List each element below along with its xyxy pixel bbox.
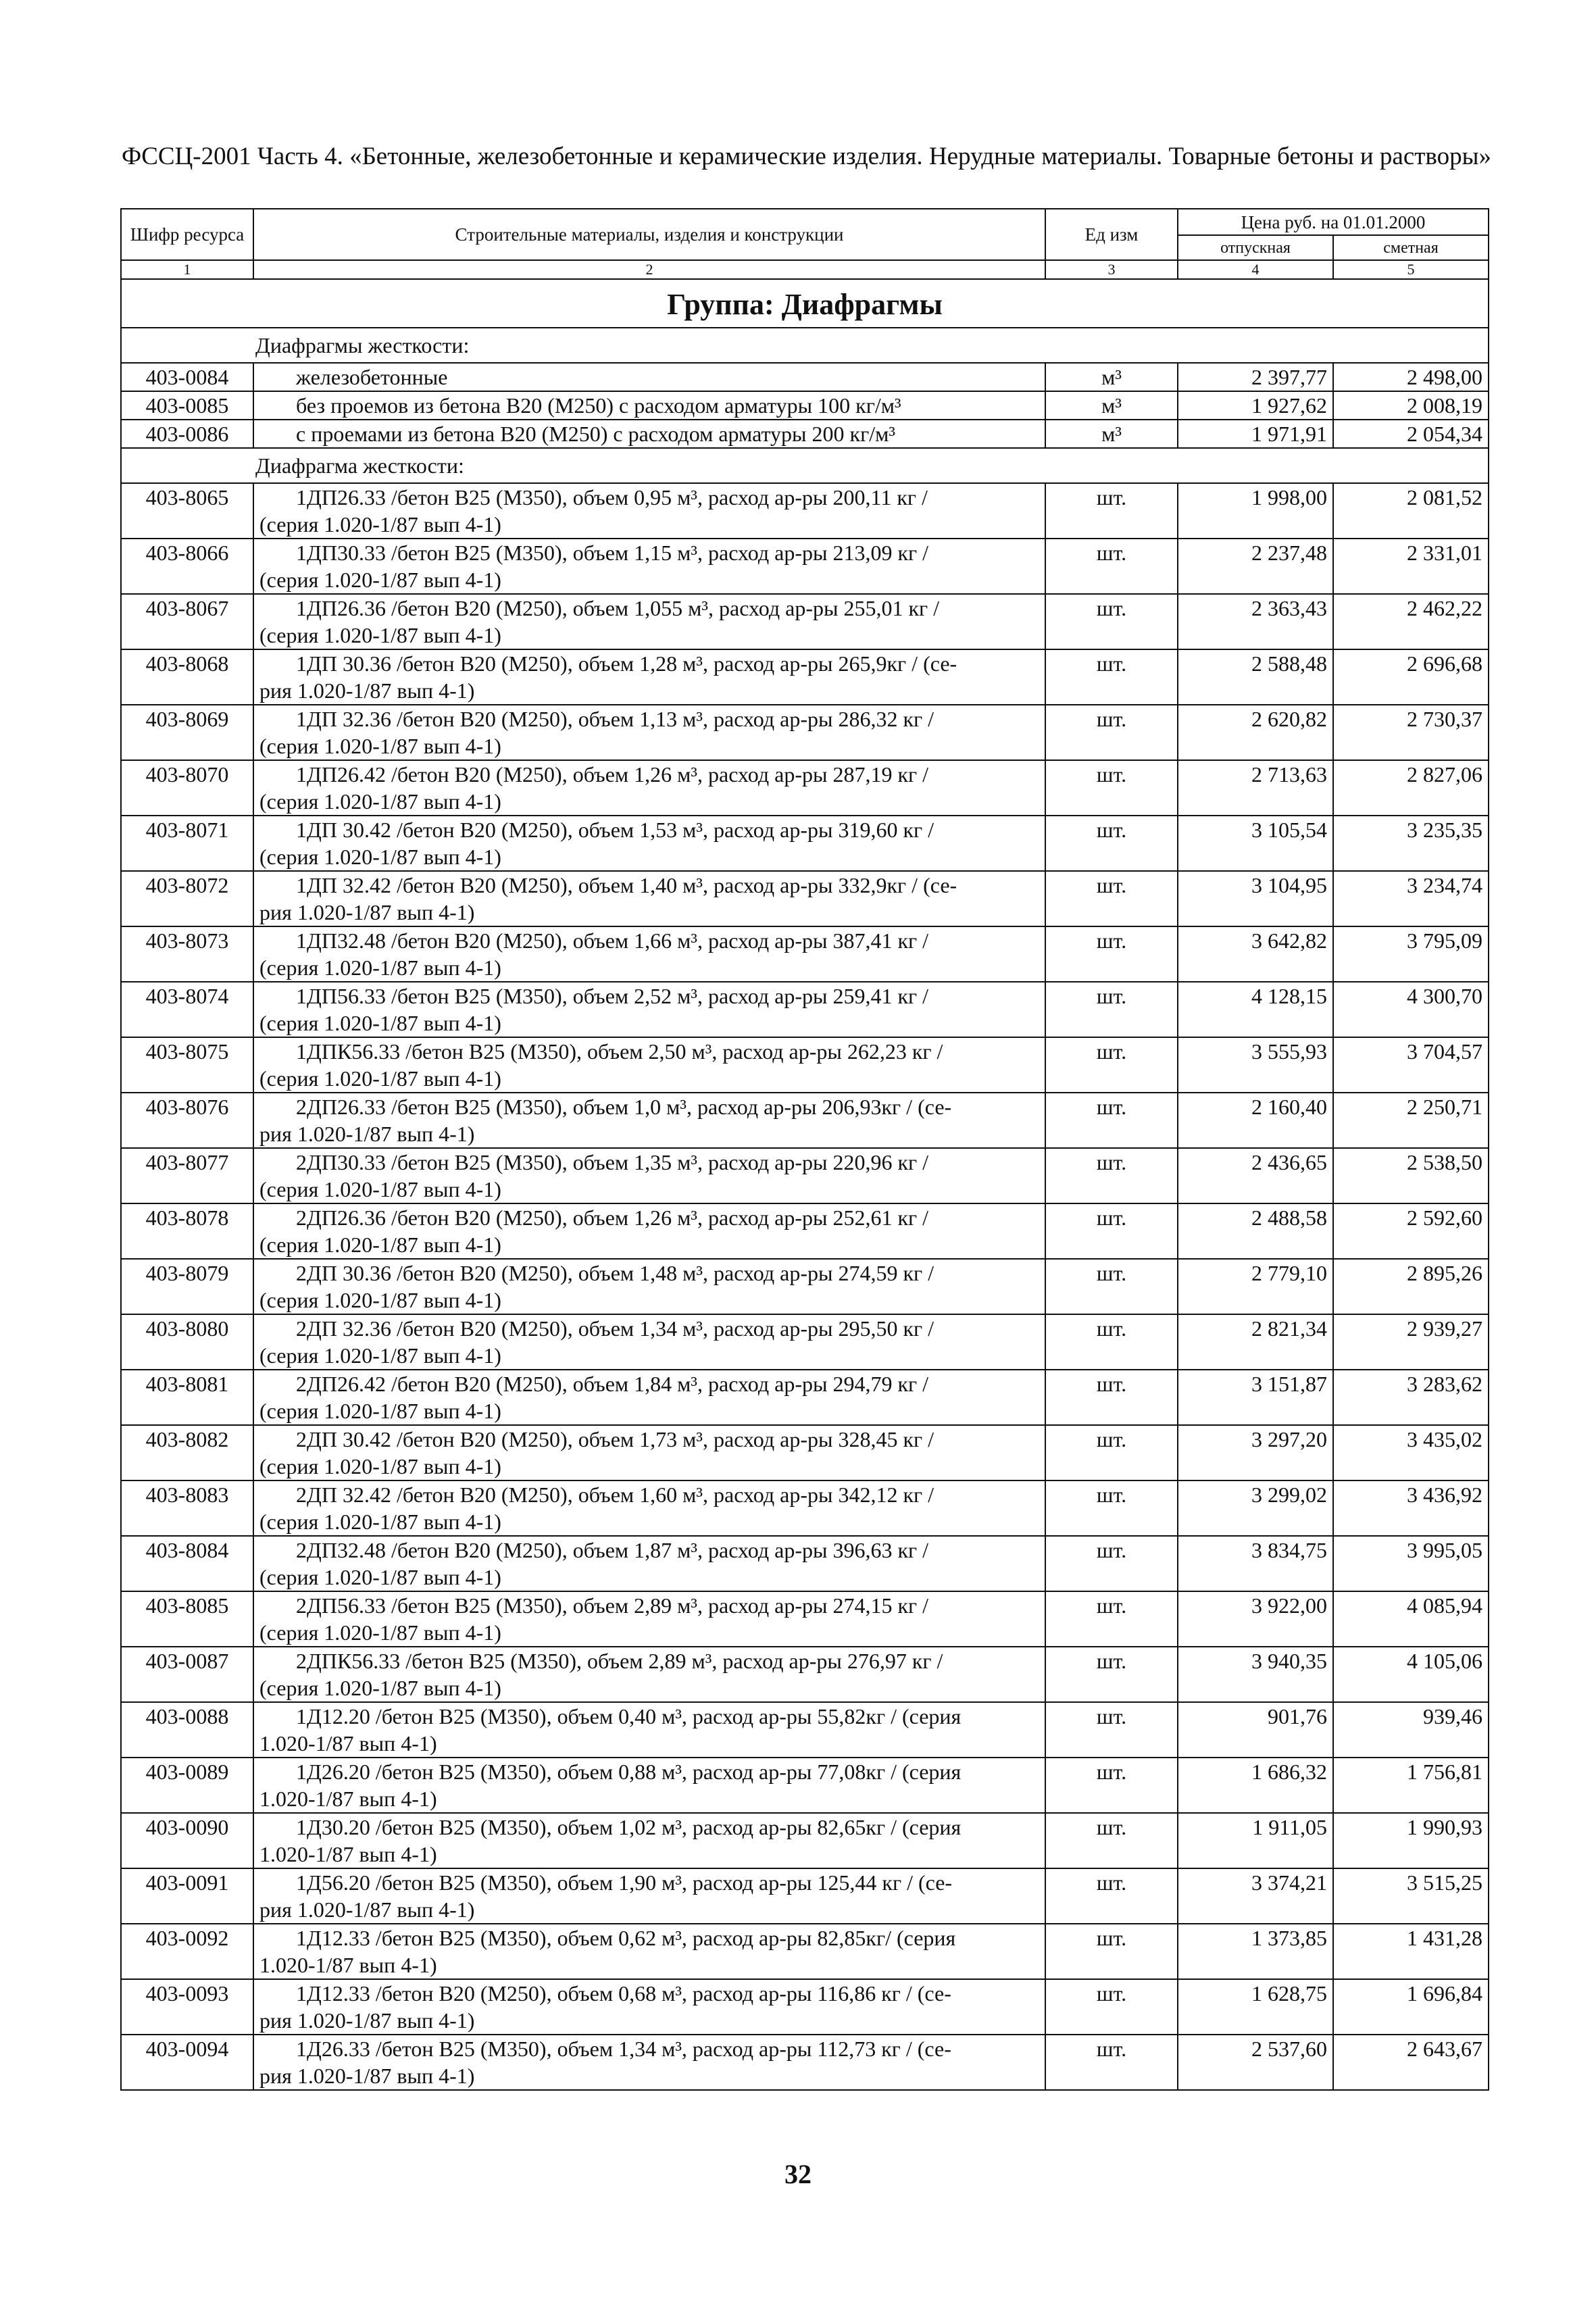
resource-code: 403-8083 — [121, 1480, 253, 1536]
resource-code: 403-0087 — [121, 1647, 253, 1702]
material-name — [253, 1480, 1045, 1536]
release-price: 1 998,00 — [1178, 483, 1333, 539]
material-name — [253, 1758, 1045, 1813]
resource-code: 403-8082 — [121, 1425, 253, 1480]
material-name-line1: 1Д26.33 /бетон В25 (М350), объем 1,34 м³, расход ар-ры 112,73 кг / (се- — [296, 2037, 951, 2061]
estimate-price: 2 054,34 — [1333, 420, 1489, 448]
unit-cell: м³ — [1045, 420, 1178, 448]
table-row — [121, 926, 1489, 982]
material-name-line1: 1ДП56.33 /бетон В25 (М350), объем 2,52 м³, расход ар-ры 259,41 кг / — [296, 984, 929, 1008]
material-name — [253, 363, 1045, 391]
resource-code: 403-8073 — [121, 926, 253, 982]
release-price: 1 911,05 — [1178, 1813, 1333, 1868]
material-name — [253, 1591, 1045, 1647]
material-name-line1: 2ДП 30.36 /бетон В20 (М250), объем 1,48 м³, расход ар-ры 274,59 кг / — [296, 1261, 934, 1285]
table-row — [121, 1093, 1489, 1148]
estimate-price: 2 008,19 — [1333, 391, 1489, 420]
material-name — [253, 1813, 1045, 1868]
release-price: 3 922,00 — [1178, 1591, 1333, 1647]
release-price: 2 363,43 — [1178, 594, 1333, 649]
table-row — [121, 760, 1489, 816]
unit-cell: шт. — [1045, 1480, 1178, 1536]
table-row — [121, 1259, 1489, 1314]
unit-cell: шт. — [1045, 816, 1178, 871]
material-name — [253, 1093, 1045, 1148]
resource-code: 403-8067 — [121, 594, 253, 649]
material-name-line2: 1.020-1/87 вып 4-1) — [259, 1953, 437, 1977]
table-row — [121, 982, 1489, 1037]
material-name-line1: 1ДП32.48 /бетон В20 (М250), объем 1,66 м³, расход ар-ры 387,41 кг / — [296, 928, 929, 953]
material-name — [253, 871, 1045, 926]
material-name-line1: 1ДП 32.36 /бетон В20 (М250), объем 1,13 м³, расход ар-ры 286,32 кг / — [296, 707, 934, 731]
material-name-line1: 2ДП32.48 /бетон В20 (М250), объем 1,87 м³, расход ар-ры 396,63 кг / — [296, 1538, 929, 1562]
table-row — [121, 363, 1489, 391]
material-name — [253, 1647, 1045, 1702]
material-name-line1: 1ДП26.36 /бетон В20 (М250), объем 1,055 м³, расход ар-ры 255,01 кг / — [296, 596, 940, 620]
table-row — [121, 1203, 1489, 1259]
release-price: 1 628,75 — [1178, 1979, 1333, 2035]
unit-cell: шт. — [1045, 1148, 1178, 1203]
table-row — [121, 1425, 1489, 1480]
material-name-line1: 1ДП 32.42 /бетон В20 (М250), объем 1,40 м³, расход ар-ры 332,9кг / (се- — [296, 873, 957, 897]
material-name-line2: (серия 1.020-1/87 вып 4-1) — [259, 1233, 501, 1257]
material-name-line2: (серия 1.020-1/87 вып 4-1) — [259, 1066, 501, 1091]
release-price: 1 927,62 — [1178, 391, 1333, 420]
unit-cell: шт. — [1045, 649, 1178, 705]
material-name — [253, 760, 1045, 816]
resource-code: 403-0094 — [121, 2035, 253, 2090]
release-price: 3 299,02 — [1178, 1480, 1333, 1536]
header-estimate-price: сметная — [1333, 235, 1489, 260]
material-name-line1: 2ДП56.33 /бетон В25 (М350), объем 2,89 м³, расход ар-ры 274,15 кг / — [296, 1593, 929, 1618]
material-name-line2: 1.020-1/87 вып 4-1) — [259, 1731, 437, 1756]
unit-cell: шт. — [1045, 594, 1178, 649]
unit-cell: м³ — [1045, 391, 1178, 420]
material-name — [253, 420, 1045, 448]
release-price: 1 686,32 — [1178, 1758, 1333, 1813]
table-row — [121, 871, 1489, 926]
release-price: 2 779,10 — [1178, 1259, 1333, 1314]
header-code: Шифр ресурса — [121, 209, 253, 260]
unit-cell: шт. — [1045, 539, 1178, 594]
material-name-line1: 1ДП26.42 /бетон В20 (М250), объем 1,26 м³, расход ар-ры 287,19 кг / — [296, 762, 929, 787]
unit-cell: шт. — [1045, 1702, 1178, 1758]
material-name-line1: 2ДП26.36 /бетон В20 (М250), объем 1,26 м³, расход ар-ры 252,61 кг / — [296, 1205, 929, 1230]
estimate-price: 939,46 — [1333, 1702, 1489, 1758]
material-name-line1: 2ДП 32.42 /бетон В20 (М250), объем 1,60 м³, расход ар-ры 342,12 кг / — [296, 1483, 934, 1507]
material-name — [253, 1702, 1045, 1758]
material-name-line1: 1Д26.20 /бетон В25 (М350), объем 0,88 м³, расход ар-ры 77,08кг / (серия — [296, 1760, 962, 1784]
estimate-price: 1 990,93 — [1333, 1813, 1489, 1868]
material-name-line2: (серия 1.020-1/87 вып 4-1) — [259, 734, 501, 758]
estimate-price: 2 592,60 — [1333, 1203, 1489, 1259]
release-price: 2 237,48 — [1178, 539, 1333, 594]
release-price: 3 297,20 — [1178, 1425, 1333, 1480]
estimate-price: 3 436,92 — [1333, 1480, 1489, 1536]
material-name-line1: 1ДП 30.36 /бетон В20 (М250), объем 1,28 м³, расход ар-ры 265,9кг / (се- — [296, 651, 957, 676]
material-name — [253, 1259, 1045, 1314]
group-title: Группа: Диафрагмы — [121, 279, 1489, 328]
table-row — [121, 1480, 1489, 1536]
material-name-text: железобетонные — [296, 365, 448, 389]
column-number: 5 — [1333, 260, 1489, 279]
resource-code: 403-8066 — [121, 539, 253, 594]
material-name-line1: 2ДП26.42 /бетон В20 (М250), объем 1,84 м³, расход ар-ры 294,79 кг / — [296, 1372, 929, 1396]
release-price: 2 488,58 — [1178, 1203, 1333, 1259]
material-name-line1: 1ДП 30.42 /бетон В20 (М250), объем 1,53 м³, расход ар-ры 319,60 кг / — [296, 818, 934, 842]
material-name-line2: (серия 1.020-1/87 вып 4-1) — [259, 845, 501, 869]
column-number-row — [121, 260, 1489, 279]
resource-code: 403-0088 — [121, 1702, 253, 1758]
material-name — [253, 1979, 1045, 2035]
unit-cell: шт. — [1045, 1259, 1178, 1314]
table-row — [121, 1813, 1489, 1868]
section2-title: Диафрагма жесткости: — [121, 448, 1489, 483]
material-name-line1: 2ДП26.33 /бетон В25 (М350), объем 1,0 м³, расход ар-ры 206,93кг / (се- — [296, 1095, 952, 1119]
material-name-line2: (серия 1.020-1/87 вып 4-1) — [259, 623, 501, 647]
estimate-price: 3 234,74 — [1333, 871, 1489, 926]
material-name-line1: 1Д12.33 /бетон В20 (М250), объем 0,68 м³, расход ар-ры 116,86 кг / (се- — [296, 1981, 951, 2006]
estimate-price: 3 235,35 — [1333, 816, 1489, 871]
resource-code: 403-8077 — [121, 1148, 253, 1203]
material-name — [253, 1370, 1045, 1425]
resource-code: 403-0090 — [121, 1813, 253, 1868]
material-name-line1: 1Д12.33 /бетон В25 (М350), объем 0,62 м³, расход ар-ры 82,85кг/ (серия — [296, 1926, 956, 1950]
estimate-price: 2 730,37 — [1333, 705, 1489, 760]
resource-code: 403-8078 — [121, 1203, 253, 1259]
material-name-line2: (серия 1.020-1/87 вып 4-1) — [259, 1620, 501, 1645]
estimate-price: 2 643,67 — [1333, 2035, 1489, 2090]
resource-code: 403-0086 — [121, 420, 253, 448]
release-price: 4 128,15 — [1178, 982, 1333, 1037]
release-price: 2 537,60 — [1178, 2035, 1333, 2090]
resource-code: 403-8065 — [121, 483, 253, 539]
material-name-line2: рия 1.020-1/87 вып 4-1) — [259, 2008, 475, 2033]
release-price: 2 436,65 — [1178, 1148, 1333, 1203]
column-number: 4 — [1178, 260, 1333, 279]
table-row — [121, 1702, 1489, 1758]
table-row — [121, 1647, 1489, 1702]
material-name — [253, 1037, 1045, 1093]
material-name — [253, 594, 1045, 649]
release-price: 3 374,21 — [1178, 1868, 1333, 1924]
unit-cell: шт. — [1045, 1037, 1178, 1093]
estimate-price: 2 081,52 — [1333, 483, 1489, 539]
estimate-price: 3 283,62 — [1333, 1370, 1489, 1425]
header-release-price: отпускная — [1178, 235, 1333, 260]
estimate-price: 2 827,06 — [1333, 760, 1489, 816]
material-name-line1: 2ДП30.33 /бетон В25 (М350), объем 1,35 м³, расход ар-ры 220,96 кг / — [296, 1150, 929, 1174]
section-heading-row — [121, 448, 1489, 483]
unit-cell: шт. — [1045, 1536, 1178, 1591]
material-name — [253, 926, 1045, 982]
material-name-line2: (серия 1.020-1/87 вып 4-1) — [259, 568, 501, 592]
resource-code: 403-8071 — [121, 816, 253, 871]
unit-cell: шт. — [1045, 705, 1178, 760]
table-row — [121, 391, 1489, 420]
material-name-line1: 2ДПК56.33 /бетон В25 (М350), объем 2,89 м³, расход ар-ры 276,97 кг / — [296, 1649, 943, 1673]
section1-title: Диафрагмы жесткости: — [121, 328, 1489, 363]
table-row — [121, 1591, 1489, 1647]
document-header-title: ФССЦ-2001 Часть 4. «Бетонные, железобетонные и керамические изделия. Нерудные материалы. Товарные бетоны и растворы» — [122, 143, 1491, 170]
unit-cell: шт. — [1045, 1758, 1178, 1813]
table-row — [121, 816, 1489, 871]
resource-code: 403-8081 — [121, 1370, 253, 1425]
column-number: 3 — [1045, 260, 1178, 279]
estimate-price: 3 704,57 — [1333, 1037, 1489, 1093]
estimate-price: 2 331,01 — [1333, 539, 1489, 594]
resource-code: 403-8072 — [121, 871, 253, 926]
price-table — [120, 208, 1489, 2091]
resource-code: 403-8070 — [121, 760, 253, 816]
release-price: 3 105,54 — [1178, 816, 1333, 871]
table-header-row — [121, 209, 1489, 235]
table-row — [121, 1370, 1489, 1425]
release-price: 2 713,63 — [1178, 760, 1333, 816]
estimate-price: 2 895,26 — [1333, 1259, 1489, 1314]
material-name-line1: 2ДП 32.36 /бетон В20 (М250), объем 1,34 м³, расход ар-ры 295,50 кг / — [296, 1316, 934, 1341]
estimate-price: 2 939,27 — [1333, 1314, 1489, 1370]
unit-cell: шт. — [1045, 1868, 1178, 1924]
material-name — [253, 705, 1045, 760]
header-name: Строительные материалы, изделия и конструкции — [253, 209, 1045, 260]
unit-cell: шт. — [1045, 1979, 1178, 2035]
material-name-line2: (серия 1.020-1/87 вып 4-1) — [259, 1288, 501, 1312]
release-price: 2 397,77 — [1178, 363, 1333, 391]
release-price: 3 834,75 — [1178, 1536, 1333, 1591]
resource-code: 403-0092 — [121, 1924, 253, 1979]
resource-code: 403-0085 — [121, 391, 253, 420]
material-name — [253, 1868, 1045, 1924]
release-price: 3 642,82 — [1178, 926, 1333, 982]
material-name — [253, 816, 1045, 871]
header-unit: Ед изм — [1045, 209, 1178, 260]
estimate-price: 2 538,50 — [1333, 1148, 1489, 1203]
material-name-line2: (серия 1.020-1/87 вып 4-1) — [259, 955, 501, 980]
unit-cell: шт. — [1045, 1591, 1178, 1647]
resource-code: 403-8074 — [121, 982, 253, 1037]
table-row — [121, 1979, 1489, 2035]
estimate-price: 1 756,81 — [1333, 1758, 1489, 1813]
resource-code: 403-8075 — [121, 1037, 253, 1093]
release-price: 901,76 — [1178, 1702, 1333, 1758]
material-name-line2: (серия 1.020-1/87 вып 4-1) — [259, 789, 501, 814]
material-name — [253, 1314, 1045, 1370]
material-name-line2: 1.020-1/87 вып 4-1) — [259, 1787, 437, 1811]
unit-cell: шт. — [1045, 1370, 1178, 1425]
material-name — [253, 1536, 1045, 1591]
material-name — [253, 1924, 1045, 1979]
material-name — [253, 649, 1045, 705]
material-name-line2: рия 1.020-1/87 вып 4-1) — [259, 900, 475, 924]
table-row — [121, 649, 1489, 705]
unit-cell: шт. — [1045, 1314, 1178, 1370]
unit-cell: шт. — [1045, 1203, 1178, 1259]
page-number: 32 — [784, 2159, 812, 2189]
release-price: 3 151,87 — [1178, 1370, 1333, 1425]
resource-code: 403-8084 — [121, 1536, 253, 1591]
unit-cell: шт. — [1045, 1647, 1178, 1702]
material-name-line2: (серия 1.020-1/87 вып 4-1) — [259, 1011, 501, 1035]
material-name — [253, 391, 1045, 420]
material-name-line2: (серия 1.020-1/87 вып 4-1) — [259, 1177, 501, 1201]
material-name — [253, 1425, 1045, 1480]
material-name-line2: (серия 1.020-1/87 вып 4-1) — [259, 1565, 501, 1589]
material-name — [253, 2035, 1045, 2090]
material-name-line2: (серия 1.020-1/87 вып 4-1) — [259, 1510, 501, 1534]
material-name-line2: (серия 1.020-1/87 вып 4-1) — [259, 512, 501, 537]
unit-cell: шт. — [1045, 926, 1178, 982]
table-row — [121, 2035, 1489, 2090]
resource-code: 403-8080 — [121, 1314, 253, 1370]
estimate-price: 3 435,02 — [1333, 1425, 1489, 1480]
table-row — [121, 1868, 1489, 1924]
material-name-line1: 1ДПК56.33 /бетон В25 (М350), объем 2,50 м³, расход ар-ры 262,23 кг / — [296, 1039, 943, 1064]
material-name — [253, 1203, 1045, 1259]
group-heading-row — [121, 279, 1489, 328]
material-name-line2: (серия 1.020-1/87 вып 4-1) — [259, 1343, 501, 1368]
estimate-price: 2 696,68 — [1333, 649, 1489, 705]
material-name-line1: 1ДП30.33 /бетон В25 (М350), объем 1,15 м³, расход ар-ры 213,09 кг / — [296, 541, 929, 565]
table-row — [121, 1536, 1489, 1591]
material-name-line2: рия 1.020-1/87 вып 4-1) — [259, 678, 475, 703]
material-name-line2: (серия 1.020-1/87 вып 4-1) — [259, 1399, 501, 1423]
table-row — [121, 594, 1489, 649]
resource-code: 403-0084 — [121, 363, 253, 391]
material-name-line2: (серия 1.020-1/87 вып 4-1) — [259, 1676, 501, 1700]
unit-cell: м³ — [1045, 363, 1178, 391]
estimate-price: 2 250,71 — [1333, 1093, 1489, 1148]
estimate-price: 4 105,06 — [1333, 1647, 1489, 1702]
release-price: 1 971,91 — [1178, 420, 1333, 448]
material-name-line2: рия 1.020-1/87 вып 4-1) — [259, 1122, 475, 1146]
unit-cell: шт. — [1045, 483, 1178, 539]
unit-cell: шт. — [1045, 2035, 1178, 2090]
release-price: 2 821,34 — [1178, 1314, 1333, 1370]
resource-code: 403-0093 — [121, 1979, 253, 2035]
material-name — [253, 539, 1045, 594]
table-row — [121, 1037, 1489, 1093]
material-name-line1: 1ДП26.33 /бетон В25 (М350), объем 0,95 м³, расход ар-ры 200,11 кг / — [296, 485, 928, 509]
release-price: 2 620,82 — [1178, 705, 1333, 760]
material-name — [253, 1148, 1045, 1203]
table-row — [121, 1758, 1489, 1813]
column-number: 2 — [253, 260, 1045, 279]
section-heading-row — [121, 328, 1489, 363]
table-row — [121, 539, 1489, 594]
unit-cell: шт. — [1045, 760, 1178, 816]
header-price-group: Цена руб. на 01.01.2000 — [1178, 209, 1489, 235]
release-price: 3 555,93 — [1178, 1037, 1333, 1093]
table-row — [121, 483, 1489, 539]
unit-cell: шт. — [1045, 871, 1178, 926]
table-row — [121, 420, 1489, 448]
resource-code: 403-8076 — [121, 1093, 253, 1148]
material-name — [253, 982, 1045, 1037]
estimate-price: 1 696,84 — [1333, 1979, 1489, 2035]
material-name-line1: 1Д30.20 /бетон В25 (М350), объем 1,02 м³, расход ар-ры 82,65кг / (серия — [296, 1815, 962, 1839]
table-row — [121, 705, 1489, 760]
material-name-text: с проемами из бетона В20 (М250) с расходом арматуры 200 кг/м³ — [296, 422, 895, 446]
material-name-line1: 1Д56.20 /бетон В25 (М350), объем 1,90 м³, расход ар-ры 125,44 кг / (се- — [296, 1870, 953, 1895]
unit-cell: шт. — [1045, 1093, 1178, 1148]
material-name-text: без проемов из бетона В20 (М250) с расходом арматуры 100 кг/м³ — [296, 393, 901, 418]
resource-code: 403-8085 — [121, 1591, 253, 1647]
material-name-line2: рия 1.020-1/87 вып 4-1) — [259, 2064, 475, 2088]
table-row — [121, 1314, 1489, 1370]
material-name-line2: рия 1.020-1/87 вып 4-1) — [259, 1897, 475, 1922]
release-price: 2 160,40 — [1178, 1093, 1333, 1148]
resource-code: 403-0091 — [121, 1868, 253, 1924]
resource-code: 403-8069 — [121, 705, 253, 760]
estimate-price: 3 515,25 — [1333, 1868, 1489, 1924]
release-price: 1 373,85 — [1178, 1924, 1333, 1979]
estimate-price: 2 498,00 — [1333, 363, 1489, 391]
release-price: 3 104,95 — [1178, 871, 1333, 926]
table-row — [121, 1924, 1489, 1979]
resource-code: 403-8079 — [121, 1259, 253, 1314]
unit-cell: шт. — [1045, 1924, 1178, 1979]
resource-code: 403-8068 — [121, 649, 253, 705]
unit-cell: шт. — [1045, 1425, 1178, 1480]
unit-cell: шт. — [1045, 982, 1178, 1037]
resource-code: 403-0089 — [121, 1758, 253, 1813]
release-price: 3 940,35 — [1178, 1647, 1333, 1702]
table-row — [121, 1148, 1489, 1203]
estimate-price: 2 462,22 — [1333, 594, 1489, 649]
column-number: 1 — [121, 260, 253, 279]
estimate-price: 1 431,28 — [1333, 1924, 1489, 1979]
estimate-price: 4 085,94 — [1333, 1591, 1489, 1647]
material-name-line1: 1Д12.20 /бетон В25 (М350), объем 0,40 м³, расход ар-ры 55,82кг / (серия — [296, 1704, 962, 1728]
unit-cell: шт. — [1045, 1813, 1178, 1868]
material-name-line1: 2ДП 30.42 /бетон В20 (М250), объем 1,73 м³, расход ар-ры 328,45 кг / — [296, 1427, 934, 1451]
material-name — [253, 483, 1045, 539]
material-name-line2: (серия 1.020-1/87 вып 4-1) — [259, 1454, 501, 1478]
estimate-price: 3 795,09 — [1333, 926, 1489, 982]
estimate-price: 4 300,70 — [1333, 982, 1489, 1037]
estimate-price: 3 995,05 — [1333, 1536, 1489, 1591]
release-price: 2 588,48 — [1178, 649, 1333, 705]
material-name-line2: 1.020-1/87 вып 4-1) — [259, 1842, 437, 1866]
